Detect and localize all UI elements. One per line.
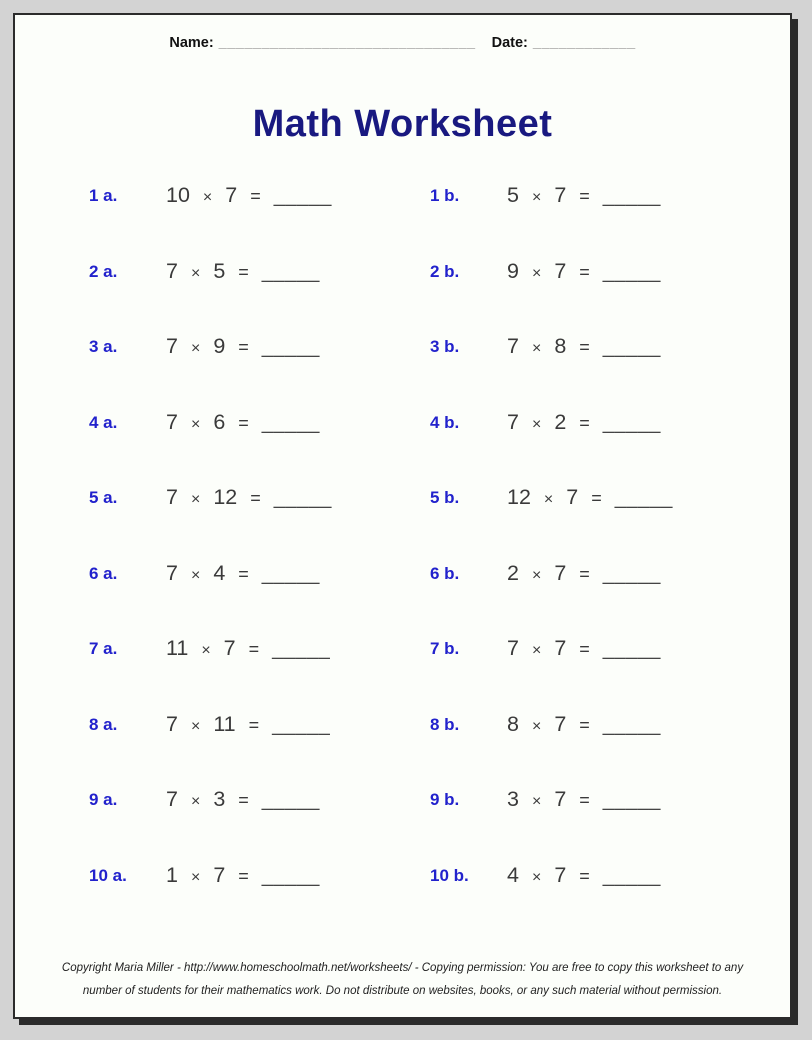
factor-2: 12 — [213, 485, 238, 509]
problem-label: 9 a. — [89, 790, 118, 809]
factor-2: 7 — [554, 862, 567, 887]
problem-label: 7 a. — [89, 639, 118, 658]
answer-blank: _____ — [273, 185, 332, 207]
date-blank-line: ____________ — [532, 35, 636, 51]
answer-blank: _____ — [273, 487, 332, 509]
problem-expression — [507, 787, 661, 812]
multiply-sign: × — [531, 642, 542, 659]
factor-1: 7 — [166, 711, 178, 736]
problem-label: 1 a. — [89, 186, 118, 205]
factor-1: 7 — [166, 485, 178, 509]
problem-label: 9 b. — [430, 790, 460, 809]
problem-row — [89, 561, 430, 637]
multiply-sign: × — [531, 868, 542, 886]
problem-expression — [507, 561, 661, 586]
problem-label: 6 b. — [430, 563, 460, 583]
factor-2: 7 — [554, 183, 567, 207]
factor-2: 7 — [223, 636, 236, 660]
problem-expression — [507, 636, 661, 661]
problem-label: 3 a. — [89, 337, 118, 356]
factor-2: 7 — [554, 258, 567, 283]
problem-expression — [166, 561, 320, 586]
problem-label: 4 b. — [430, 412, 460, 432]
factor-2: 7 — [225, 183, 238, 207]
factor-1: 8 — [507, 711, 519, 736]
factor-2: 5 — [213, 258, 226, 283]
problem-expression — [166, 334, 320, 359]
problem-label: 5 a. — [89, 488, 118, 507]
factor-2: 7 — [554, 711, 567, 736]
answer-blank: _____ — [602, 864, 661, 887]
equals-sign: = — [238, 261, 249, 282]
multiply-sign: × — [531, 415, 542, 433]
problem-row — [430, 712, 770, 788]
factor-1: 7 — [166, 258, 178, 283]
problem-row — [89, 636, 430, 712]
page-title: Math Worksheet — [252, 103, 553, 145]
equals-sign: = — [238, 790, 249, 810]
answer-blank: _____ — [602, 260, 661, 283]
factor-2: 3 — [213, 787, 226, 811]
problem-label: 2 a. — [89, 261, 118, 281]
factor-2: 2 — [554, 409, 567, 434]
worksheet-page — [13, 13, 792, 1019]
problem-row — [430, 636, 770, 712]
factor-1: 5 — [507, 183, 519, 207]
equals-sign: = — [250, 488, 261, 508]
equals-sign: = — [579, 261, 590, 282]
factor-1: 7 — [507, 334, 519, 358]
answer-blank: _____ — [602, 713, 661, 736]
factor-2: 6 — [213, 409, 226, 434]
date-label: Date: — [491, 35, 528, 51]
equals-sign: = — [248, 714, 260, 735]
multiply-sign: × — [190, 868, 201, 886]
equals-sign: = — [591, 488, 602, 508]
problem-row — [89, 183, 430, 259]
problem-row — [89, 485, 430, 561]
multiply-sign: × — [190, 340, 201, 357]
multiply-sign: × — [190, 717, 201, 735]
factor-1: 7 — [166, 560, 178, 585]
problem-label: 10 b. — [430, 865, 469, 885]
factor-2: 9 — [213, 334, 226, 358]
problem-row — [89, 863, 430, 939]
problem-label: 3 b. — [430, 337, 460, 356]
factor-1: 12 — [507, 485, 531, 509]
factor-2: 7 — [213, 862, 226, 887]
equals-sign: = — [248, 639, 260, 659]
factor-1: 7 — [166, 409, 178, 434]
answer-blank: _____ — [272, 713, 331, 736]
multiply-sign: × — [531, 717, 542, 735]
problem-row — [89, 787, 430, 863]
multiply-sign: × — [531, 340, 542, 357]
name-date-header — [15, 35, 790, 51]
answer-blank: _____ — [602, 562, 661, 585]
equals-sign: = — [238, 865, 249, 886]
multiply-sign: × — [531, 793, 542, 810]
problem-label: 8 b. — [430, 714, 460, 734]
copyright-line-2: number of students for their mathematics work. Do not distribute on websites, books, or any such material without permission. — [82, 985, 723, 997]
problem-expression — [507, 259, 661, 284]
factor-1: 4 — [507, 862, 519, 887]
factor-1: 7 — [507, 409, 519, 434]
problem-label: 2 b. — [430, 261, 460, 281]
factor-1: 1 — [166, 862, 178, 887]
problem-row — [430, 183, 770, 259]
copyright-footer — [45, 957, 760, 1003]
problem-row — [430, 410, 770, 486]
problem-label: 7 b. — [430, 639, 460, 658]
factor-2: 4 — [213, 560, 226, 585]
answer-blank: _____ — [261, 864, 320, 887]
multiply-sign: × — [531, 264, 542, 282]
equals-sign: = — [579, 337, 590, 357]
problem-row — [430, 787, 770, 863]
multiply-sign: × — [190, 491, 201, 508]
factor-1: 10 — [166, 183, 190, 207]
problem-row — [89, 410, 430, 486]
factor-1: 7 — [166, 787, 178, 811]
problem-expression — [507, 712, 661, 737]
multiply-sign: × — [202, 189, 213, 206]
factor-2: 7 — [554, 560, 567, 585]
equals-sign: = — [238, 563, 249, 584]
problem-row — [89, 334, 430, 410]
problem-expression — [166, 259, 320, 284]
problem-row — [430, 334, 770, 410]
answer-blank: _____ — [602, 411, 661, 434]
factor-1: 11 — [166, 636, 189, 660]
problem-row — [430, 561, 770, 637]
multiply-sign: × — [531, 189, 542, 206]
problem-label: 5 b. — [430, 488, 460, 507]
factor-1: 9 — [507, 258, 519, 283]
multiply-sign: × — [190, 793, 201, 810]
problem-expression — [166, 863, 320, 888]
problem-expression — [166, 183, 332, 208]
equals-sign: = — [579, 790, 590, 810]
problem-row — [89, 712, 430, 788]
answer-blank: _____ — [261, 260, 320, 283]
factor-1: 7 — [166, 334, 178, 358]
multiply-sign: × — [531, 566, 542, 584]
equals-sign: = — [579, 714, 590, 735]
equals-sign: = — [579, 563, 590, 584]
problem-expression — [507, 334, 661, 359]
answer-blank: _____ — [261, 336, 320, 358]
name-label: Name: — [169, 35, 214, 51]
problem-expression — [166, 636, 330, 661]
factor-1: 2 — [507, 560, 519, 585]
problem-expression — [507, 863, 661, 888]
factor-2: 7 — [566, 485, 579, 509]
problem-expression — [166, 485, 332, 510]
factor-2: 8 — [554, 334, 567, 358]
problem-label: 6 a. — [89, 563, 118, 583]
answer-blank: _____ — [261, 411, 320, 434]
answer-blank: _____ — [602, 336, 661, 358]
factor-1: 3 — [507, 787, 519, 811]
answer-blank: _____ — [602, 789, 661, 811]
copyright-line-1: Copyright Maria Miller - http://www.homeschoolmath.net/worksheets/ - Copying permission: You are free to copy this worksheet to any — [61, 962, 744, 974]
problem-expression — [166, 787, 320, 812]
equals-sign: = — [579, 865, 590, 886]
multiply-sign: × — [201, 642, 211, 659]
problems-column-a — [89, 183, 430, 938]
problems-column-b — [430, 183, 770, 938]
problem-label: 1 b. — [430, 186, 460, 205]
equals-sign: = — [579, 639, 590, 659]
equals-sign: = — [579, 412, 590, 433]
answer-blank: _____ — [272, 638, 331, 660]
name-blank-line: ______________________________ — [218, 35, 476, 51]
problem-expression — [507, 410, 661, 435]
problem-expression — [166, 712, 330, 737]
multiply-sign: × — [190, 264, 201, 282]
multiply-sign: × — [543, 491, 554, 508]
factor-2: 7 — [554, 787, 567, 811]
answer-blank: _____ — [261, 789, 320, 811]
problem-label: 4 a. — [89, 412, 118, 432]
problem-row — [430, 485, 770, 561]
equals-sign: = — [579, 186, 590, 206]
answer-blank: _____ — [602, 638, 661, 660]
problems-grid — [89, 183, 770, 938]
problem-label: 8 a. — [89, 714, 118, 734]
equals-sign: = — [238, 412, 249, 433]
problem-row — [430, 259, 770, 335]
answer-blank: _____ — [614, 487, 673, 509]
problem-expression — [166, 410, 320, 435]
answer-blank: _____ — [261, 562, 320, 585]
answer-blank: _____ — [602, 185, 661, 207]
factor-2: 7 — [554, 636, 567, 660]
equals-sign: = — [250, 186, 261, 206]
factor-1: 7 — [507, 636, 519, 660]
multiply-sign: × — [190, 415, 201, 433]
problem-label: 10 a. — [89, 865, 127, 885]
problem-row — [89, 259, 430, 335]
factor-2: 11 — [213, 711, 236, 736]
problem-expression — [507, 485, 673, 510]
problem-expression — [507, 183, 661, 208]
multiply-sign: × — [190, 566, 201, 584]
equals-sign: = — [238, 337, 249, 357]
problem-row — [430, 863, 770, 939]
